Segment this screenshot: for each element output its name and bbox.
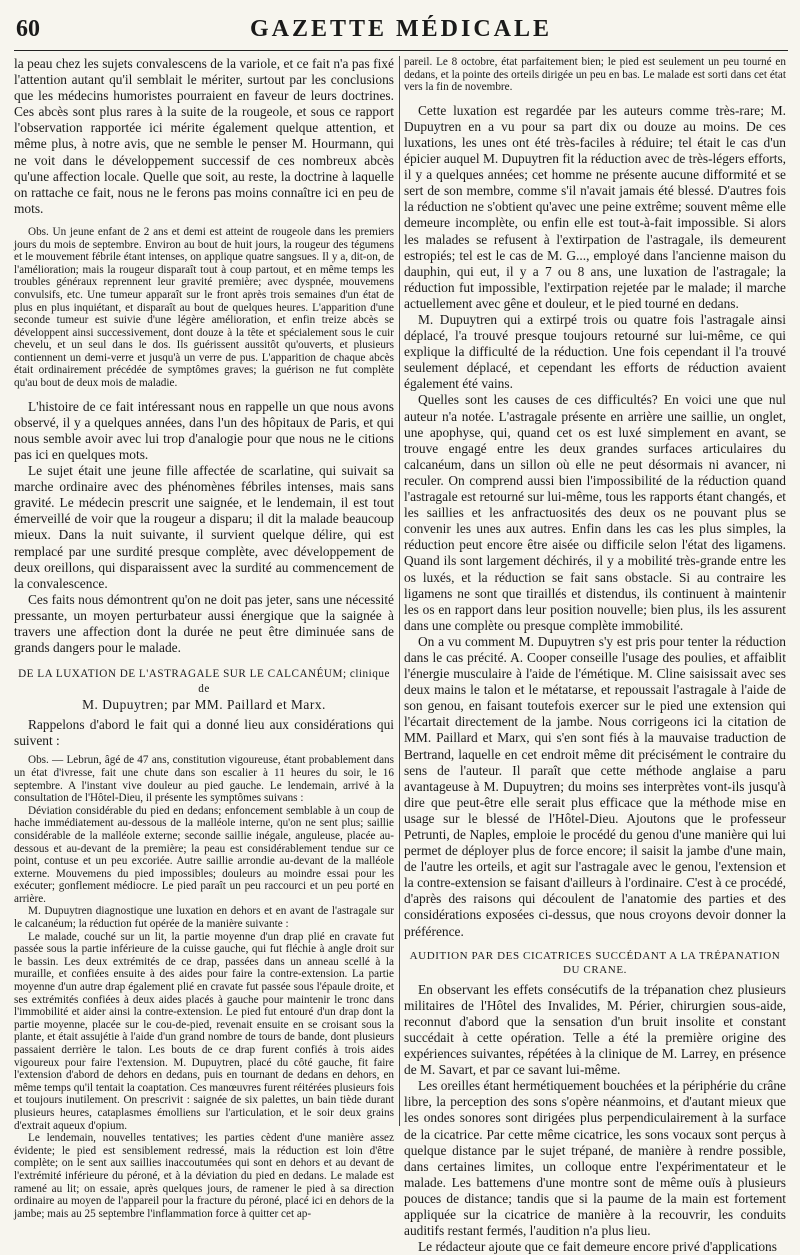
page-number: 60	[16, 16, 40, 42]
paragraph: On a vu comment M. Dupuytren s'y est pris pour tenter la réduction dans le cas précité. A. Cooper conseille l'usage des poulies, et affaiblit l'énergie musculaire à l'aide de l'émétique. M. Cline saisissait avec ses deux mains le talon et le métatarse, et repoussait l'astragale à l'aide de son genou, en faisant toutefois exercer sur le pied une extension qui l'écartait directement de la jambe. Nous corrigeons ici la citation de MM. Paillard et Marx, qui s'en sont fiés à la mauvaise traduction de Bertrand, laquelle en cet endroit même dit précisément le contraire du sens de l'auteur. Il paraît que cette méthode anglaise a paru avantageuse à M. Dupuytren; du moins ses interprètes vont-ils jusqu'à dire que peut-être elle serait plus efficace que la méthode mise en usage sur le blessé de l'Hôtel-Dieu. Ajoutons que le professeur Petrunti, de Naples, emploie le procédé du genou d'une manière qui lui permet de déployer plus de force encore; il saisit la jambe d'une main, de l'autre les orteils, et agit sur l'astragale avec le genou, l'extension et la contre-extension se faisant d'ailleurs à l'ordinaire. C'est à ce procédé, d'après des raisons qui découlent de l'anatomie des parties et des considérations exposées ci-dessus, que nous croyons devoir donner la préférence.	[404, 633, 786, 939]
paragraph: Ces faits nous démontrent qu'on ne doit pas jeter, sans une nécessité pressante, un moyen perturbateur aussi énergique que la saignée à travers une affection dont la durée ne peut être diminuée sans de grands dangers pour le malade.	[14, 591, 394, 656]
observation-note: Obs. — Lebrun, âgé de 47 ans, constitution vigoureuse, étant probablement dans un état d'ivresse, fait une chute dans son escalier à 11 heures du soir, le 16 septembre. A l'instant vive douleur au pied gauche. Le lendemain, arrivé à la consultation de l'Hôtel-Dieu, il présente les symptômes suivans :	[14, 754, 394, 805]
paragraph: M. Dupuytren qui a extirpé trois ou quatre fois l'astragale ainsi déplacé, l'a trouvé presque toujours retourné sur lui-même, ce qui explique la difficulté de la réduction. Une fois cependant il l'a trouvé seulement déplacé, et cependant les efforts de réduction avaient également été vains.	[404, 312, 786, 392]
observation-note: Obs. Un jeune enfant de 2 ans et demi est atteint de rougeole dans les premiers jours du mois de septembre. Environ au bout de huit jours, la rougeur des tégumens et le mouvement fébrile étant intenses, on applique quatre sangsues. Il y a, dit-on, de l'amélioration; mais la rougeur disparaît tout à coup partout, et en même temps les troubles généraux reprennent leur gravité première; avec dyspnée, mouvemens convulsifs, etc. Une tumeur apparaît sur le front après trois semaines d'un état de plus en plus inquiétant, et disparaît au bout de quelques heures. L'apparition d'une seconde tumeur est suivie d'une légère amélioration, et enfin treize abcès se développent ainsi successivement, dont douze à la tête et spécialement sous le cuir chevelu, et un seul dans le dos. Ils guérissent aussitôt qu'ouverts, et plusieurs contiennent un demi-verre et jusqu'à un verre de pus. L'apparition de chaque abcès était ordinairement précédée de symptômes graves; la guérison ne fut complète qu'au bout de deux mois de maladie.	[14, 225, 394, 390]
observation-note: Le malade, couché sur un lit, la partie moyenne d'un drap plié en cravate fut passée sous la partie inférieure de la cuisse gauche, qui fut fléchie à angle droit sur le bassin. Les deux extrémités de ce drap, passées dans un anneau scellé à la muraille, et confiées ensuite à des aides pour faire la contre-extension. La partie moyenne d'un autre drap également plié en cravate fut passée sous l'épaule droite, et ses extrémités confiées à deux aides placés à gauche pour maintenir le tronc dans l'immobilité et aider ainsi la contre-extension. Le pied fut entouré d'un drap dont la partie moyenne, placée sur le cou-de-pied, revenait ensuite en se croisant sous la plante, et était assujétie à l'aide d'un grand nombre de tours de bande, dont plusieurs passaient derrière le talon. Les bouts de ce drap furent confiés à trois aides vigoureux pour faire l'extension. M. Dupuytren, placé du côté gauche, fit faire l'extension d'abord de dehors en dedans, puis en tournant de dedans en dehors, en même temps qu'il tentait la coaptation. Ces manœuvres furent réitérées plusieurs fois et toujours inutilement. On prescrivit : saignée de six palettes, un bain tiède durant plusieurs heures, cataplasmes émolliens sur l'articulation, et le soir deux grains d'extrait aqueux d'opium.	[14, 930, 394, 1132]
observation-note: pareil. Le 8 octobre, état parfaitement bien; le pied est seulement un peu tourné en dedans, et la pointe des orteils dirigée un peu en bas. Le malade est sorti dans cet état vers la fin de novembre.	[404, 56, 786, 94]
paragraph: Le sujet était une jeune fille affectée de scarlatine, qui suivait sa marche ordinaire avec des phénomènes fébriles intenses, mais sans gravité. Le médecin prescrit une saignée, et le lendemain, il est tout émerveillé de voir que la rougeur a disparu; il dit la malade beaucoup mieux. Dans la nuit suivante, il survient quelque délire, qui est remplacé par une surdité presque complète, avec développement de deux oreillons, qui disparaissent avec la surdité au commencement de la convalescence.	[14, 463, 394, 591]
page-header	[14, 16, 788, 46]
paragraph: la peau chez les sujets convalescens de la variole, et ce fait n'a pas fixé l'attention autant qu'il semblait le mériter, surtout par les conclusions que les médecins humoristes pourraient en faveur de leurs doctrines. Ces abcès sont plus rares à la suite de la rougeole, et sous ce rapport l'observation rapportée ici mérite également quelque attention, et même plus, à notre avis, que ne semble le penser M. Hourmann, qui ne voit dans le développement successif de ces nombreux abcès qu'une affection locale. Quelle que soit, au reste, la doctrine à laquelle on rattache ce fait, nous ne le ferons pas moins connaître ici en peu de mots.	[14, 56, 394, 216]
paragraph: L'histoire de ce fait intéressant nous en rappelle un que nous avons observé, il y a quelques années, dans l'un des hôpitaux de Paris, et qui nous semble avoir avec lui trop d'analogie pour que nous ne le citions pas ici en quelques mots.	[14, 398, 394, 462]
paragraph: Quelles sont les causes de ces difficultés? En voici une que nul auteur n'a notée. L'astragale présente en arrière une saillie, un onglet, une apophyse, qui, quand cet os est luxé simplement en avant, se trouve engagé entre les deux grandes surfaces articulaires du calcanéum, dans un sillon où elle ne peut désormais ni avancer, ni reculer. On comprend aussi bien l'impossibilité de la réduction quand l'astragale est retourné sur lui-même, tous les rapports étant changés, et les saillies et les anfractuosités des deux os ne pouvant plus se convenir les unes aux autres. Enfin dans les cas les plus simples, la réduction peut encore être aisée ou difficile selon l'état des ligamens. Quand ils sont largement déchirés, il y a mobilité très-grande entre les os luxés, et la réduction se fait sans obstacle. Si au contraire les ligamens ne sont que tiraillés et distendus, ils continuent à maintenir les os en rapport dans leur position nouvelle; bien plus, ils les assurent dans une complète ou presque complète immobilité.	[404, 392, 786, 633]
section-heading: AUDITION PAR DES CICATRICES SUCCÉDANT A LA TRÉPANATION DU CRANE.	[409, 949, 781, 976]
journal-title: GAZETTE MÉDICALE	[249, 16, 553, 42]
observation-note: M. Dupuytren diagnostique une luxation en dehors et en avant de l'astragale sur le calcanéum; la réduction fut opérée de la manière suivante :	[14, 905, 394, 931]
section-heading-title: DE LA LUXATION DE L'ASTRAGALE SUR LE CALCANÉUM; clinique de	[18, 668, 390, 696]
observation-note: Le lendemain, nouvelles tentatives; les parties cèdent d'une manière assez évidente; le pied est sensiblement redressé, mais la réduction est loin d'être complète; on le sent aux saillies inaccoutumées qui sont en dehors et au devant de l'extrémité inférieure du péroné, et à la déviation du pied en dedans. Le malade est ramené au lit; on essaie, après quelques jours, de ramener le pied à sa direction ordinaire au moyen de l'appareil pour la fracture du péroné, placé ici en dehors de la jambe; mais au 25 septembre l'inflammation force à quitter cet ap-	[14, 1132, 394, 1220]
left-column	[14, 56, 394, 1220]
paragraph: Rappelons d'abord le fait qui a donné lieu aux considérations qui suivent :	[14, 717, 394, 749]
paragraph: Cette luxation est regardée par les auteurs comme très-rare; M. Dupuytren en a vu pour sa part dix ou douze au moins. De ces luxations, les unes ont été très-faciles à réduire; tel était le cas d'un épicier auquel M. Dupuytren fit la réduction avec de très-légers efforts, il y a quelques années; cet homme ne présente aucune difformité et se sert de son membre, comme s'il n'avait jamais été blessé. D'autres fois la réduction ne s'obtient qu'avec une peine extrême; souvent même elle demeure incomplète, ou enfin elle est tout-à-fait impossible. Si alors les malades se refusent à l'extirpation de l'astragale, ils demeurent estropiés; tel est le cas de M. G..., employé dans l'ancienne maison du dauphin, qui eut, il y a 7 ou 8 ans, une luxation de l'astragale; la réduction fut impossible, l'extirpation rejetée par le malade; il marche actuellement avec gêne et douleur, et le pied tourné en dedans.	[404, 102, 786, 311]
right-column	[404, 56, 786, 1255]
paragraph: Le rédacteur ajoute que ce fait demeure encore privé d'applications	[418, 1239, 777, 1255]
column-divider	[399, 56, 400, 1126]
section-heading	[14, 667, 394, 712]
paragraph: En observant les effets consécutifs de la trépanation chez plusieurs militaires de l'Hôtel des Invalides, M. Périer, chirurgien sous-aide, reconnut d'abord que la sensation d'un bruit insolite et constant succédait à cette opération. Telle a été la première origine des expériences suivantes, répétées à la clinique de M. Larrey, en présence de M. Savart, et par ce savant lui-même.	[404, 981, 786, 1078]
section-heading-authors: M. Dupuytren; par MM. Paillard et Marx.	[82, 697, 326, 713]
observation-note: Déviation considérable du pied en dedans; enfoncement semblable à un coup de hache immédiatement au-dessous de la malléole interne, qu'on ne sent plus; saillie considérable de la malléole externe; seconde saillie inégale, anguleuse, placée au-dessous et au-devant de la première; la peau est considérablement tendue sur ce point, contuse et un peu excoriée. Autre saillie arrondie au-devant de la malléole externe. Mouvemens du pied impossibles; douleurs au moindre essai pour les exécuter; gonflement médiocre. Le pied paraît un peu raccourci et un peu porté en arrière.	[14, 804, 394, 905]
header-rule	[14, 50, 788, 51]
paragraph: Les oreilles étant hermétiquement bouchées et la périphérie du crâne libre, la perception des sons s'opère néanmoins, et d'autant mieux que les ondes sonores sont dirigées plus perpendiculairement à la surface de la cicatrice. Par cette même cicatrice, les sons vocaux sont perçus à quelque distance par le sujet trépané, de manière à rendre possible, dans certaines limites, un colloque entre l'expérimentateur et le malade. Les battemens d'une montre sont de même ouïs à plusieurs pouces de distance; tandis que si la paume de la main est fortement appliquée sur la cicatrice de manière à la recouvrir, les conduits auditifs restant fermés, l'audition n'a plus lieu.	[404, 1078, 786, 1239]
